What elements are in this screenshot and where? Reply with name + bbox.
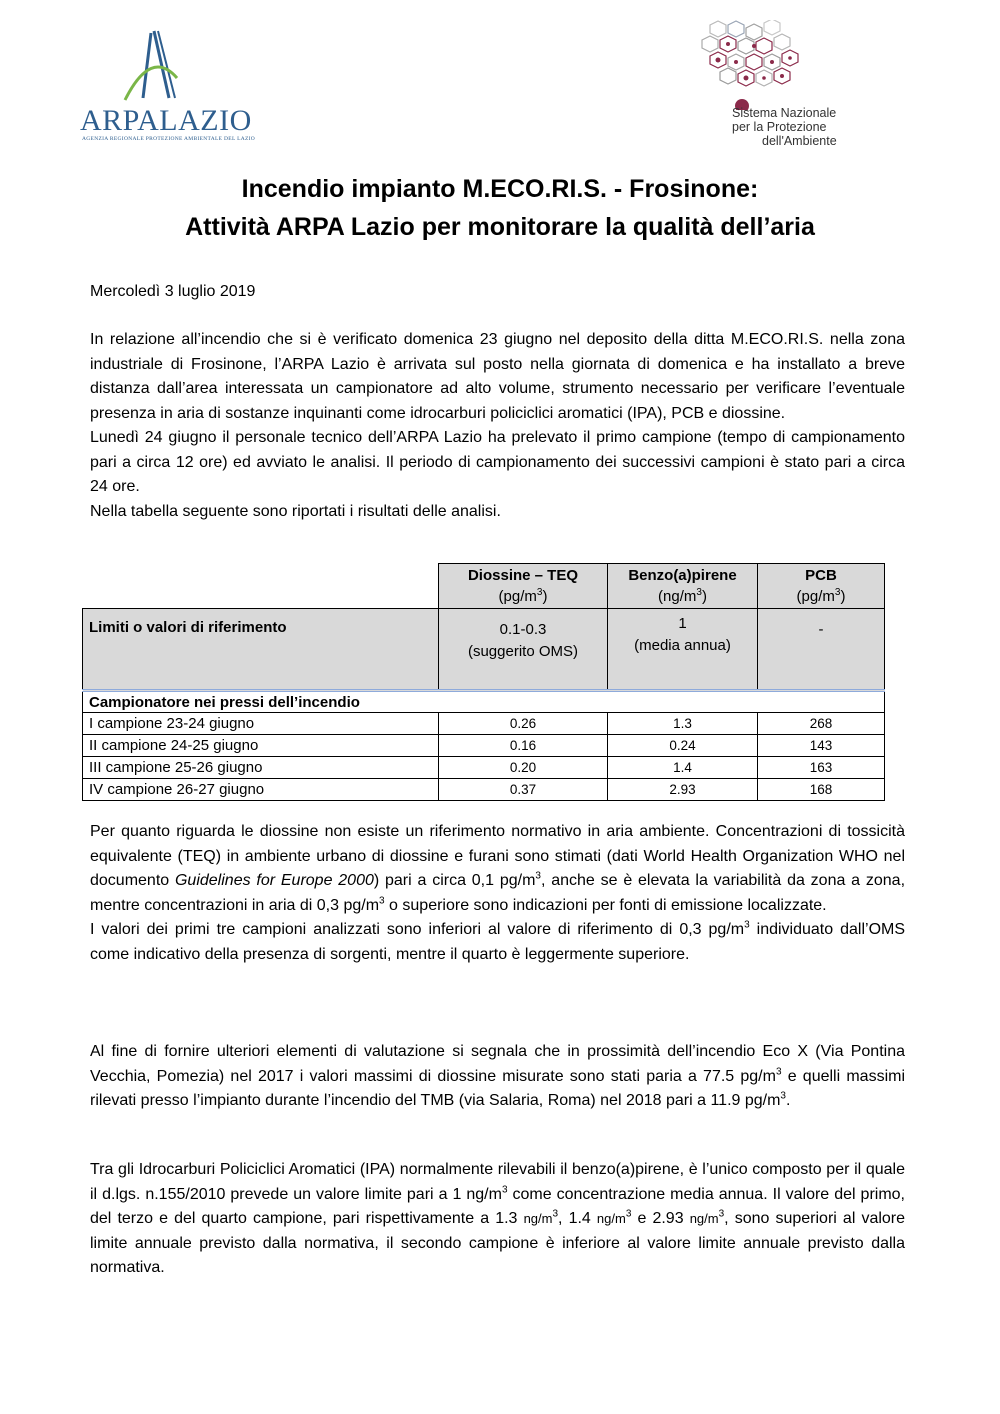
section-label: Campionatore nei pressi dell’incendio	[83, 691, 885, 713]
ipa-section	[90, 1158, 905, 1281]
snpa-line-2: per la Protezione	[732, 120, 827, 134]
cell-pcb: 268	[758, 713, 885, 735]
limit-value: 0.1-0.3	[499, 621, 547, 638]
table-header-pcb	[758, 564, 885, 609]
limits-label: Limiti o valori di riferimento	[83, 609, 439, 691]
cell-benzo: 0.24	[608, 735, 758, 757]
intro-paragraph-3: Nella tabella seguente sono riportati i risultati delle analisi.	[90, 502, 501, 520]
limit-value: 1	[678, 615, 687, 632]
table-row	[83, 757, 885, 779]
cell-benzo: 2.93	[608, 779, 758, 801]
row-label: I campione 23-24 giugno	[83, 713, 439, 735]
row-label: II campione 24-25 giugno	[83, 735, 439, 757]
arpa-brand-subtitle: AGENZIA REGIONALE PROTEZIONE AMBIENTALE DEL LAZIO	[82, 136, 256, 142]
intro-section	[90, 328, 905, 524]
cell-diossine: 0.37	[439, 779, 608, 801]
arpa-lazio-logo	[76, 28, 256, 143]
header-unit: $(ng/m^3)$	[658, 587, 707, 605]
ipa-paragraph: Tra gli Idrocarburi Policiclici Aromatici (IPA) normalmente rilevabili il benzo(a)pirene, è l’unico composto per il quale il d.lgs. n.155/2010 prevede un valore limite pari a 1 $ng/m^3$ come concentrazione media annua. Il valore del primo, del terzo e del quarto campione, pari rispettivamente a 1.3 $ng/m^3$, 1.4 $ng/m^3$ e 2.93 $ng/m^3$, sono superiori al valore limite annuale previsto dalla normativa, il secondo campione è inferiore al valore limite annuale previsto dalla normativa.	[90, 1161, 906, 1276]
results-table	[82, 563, 885, 801]
table-limits-row	[83, 609, 885, 691]
cell-pcb: 143	[758, 735, 885, 757]
title-line-2: Attività ARPA Lazio per monitorare la qualità dell’aria	[185, 213, 815, 241]
eco-section	[90, 1040, 905, 1114]
table-row	[83, 713, 885, 735]
cell-benzo: 1.4	[608, 757, 758, 779]
title-line-1: Incendio impianto M.ECO.RI.S. - Frosinone:	[241, 175, 759, 203]
header-name: PCB	[805, 567, 837, 584]
limit-note: (suggerito OMS)	[467, 643, 579, 660]
document-title	[0, 170, 1000, 246]
limit-benzo	[608, 609, 758, 691]
eco-paragraph: Al fine di fornire ulteriori elementi di valutazione si segnala che in prossimità dell’incendio Eco X (Via Pontina Vecchia, Pomezia) nel 2017 i valori massimi di diossine misurate sono stati paria a 77.5 $pg/m^3$ e quelli massimi rilevati presso l’impianto durante l’incendio del TMB (via Salaria, Roma) nel 2018 pari a 11.9 $pg/m^3$.	[90, 1043, 906, 1109]
header-unit: $(pg/m^3)$	[796, 587, 846, 605]
limit-note: (media annua)	[634, 637, 731, 654]
valori-paragraph: I valori dei primi tre campioni analizzati sono inferiori al valore di riferimento di 0,3 $pg/m^3$ individuato dall’OMS come indicativo della presenza di sorgenti, mentre il quarto è leggermente superiore.	[90, 919, 906, 963]
header-name: Diossine – TEQ	[467, 567, 579, 584]
limit-value: -	[818, 621, 824, 638]
cell-pcb: 163	[758, 757, 885, 779]
cell-pcb: 168	[758, 779, 885, 801]
limit-diossine	[439, 609, 608, 691]
snpa-line-3: dell'Ambiente	[762, 134, 837, 148]
arpa-brand-name: ARPALAZIO	[80, 104, 252, 137]
table-header-empty-cell	[83, 564, 439, 609]
document-date: Mercoledì 3 luglio 2019	[90, 283, 256, 300]
snpa-line-1: Sistema Nazionale	[732, 106, 837, 120]
header-name: Benzo(a)pirene	[628, 567, 737, 584]
arpa-logo-mark-icon	[121, 28, 201, 103]
intro-paragraph-1: In relazione all’incendio che si è verificato domenica 23 giugno nel deposito della ditta M.ECO.RI.S. nella zona industriale di Frosinone, l’ARPA Lazio è arrivata sul posto nella giornata di domenica e ha installato a breve distanza dall’area interessata un campionatore ad alto volume, strumento necessario per verificare l’eventuale presenza in aria di sostanze inquinanti come idrocarburi policiclici aromatici (IPA), PCB e diossine.	[90, 331, 905, 422]
table-header-benzo	[608, 564, 758, 609]
table-row	[83, 735, 885, 757]
table-section-row	[83, 691, 885, 713]
cell-diossine: 0.20	[439, 757, 608, 779]
table-header-diossine	[439, 564, 608, 609]
cell-diossine: 0.26	[439, 713, 608, 735]
intro-paragraph-2: Lunedì 24 giugno il personale tecnico dell’ARPA Lazio ha prelevato il primo campione (tempo di campionamento pari a circa 12 ore) ed avviato le analisi. Il periodo di campionamento dei successivi campioni è stato pari a circa 24 ore.	[90, 429, 905, 495]
snpa-text	[730, 106, 900, 148]
cell-diossine: 0.16	[439, 735, 608, 757]
limit-pcb	[758, 609, 885, 691]
snpa-logo	[690, 20, 900, 148]
guidelines-title: Guidelines for Europe 2000	[174, 872, 374, 889]
hexagon-cluster-icon	[690, 20, 900, 110]
row-label: III campione 25-26 giugno	[83, 757, 439, 779]
table-row	[83, 779, 885, 801]
cell-benzo: 1.3	[608, 713, 758, 735]
row-label: IV campione 26-27 giugno	[83, 779, 439, 801]
table-header-row	[83, 564, 885, 609]
diossine-section	[90, 820, 905, 967]
diossine-paragraph: Per quanto riguarda le diossine non esiste un riferimento normativo in aria ambiente. Concentrazioni di tossicità equivalente (TEQ) in ambiente urbano di diossine e furani sono stimati (dati World Health Organization WHO nel documento Guidelines for Europe 2000) pari a circa 0,1 $pg/m^3$, anche se è elevata la variabilità da zona a zona, mentre concentrazioni in aria di 0,3 $pg/m^3$ o superiore sono indicazioni per fonti di emissione localizzate.	[90, 823, 906, 914]
header-unit: $(pg/m^3)$	[498, 587, 548, 605]
